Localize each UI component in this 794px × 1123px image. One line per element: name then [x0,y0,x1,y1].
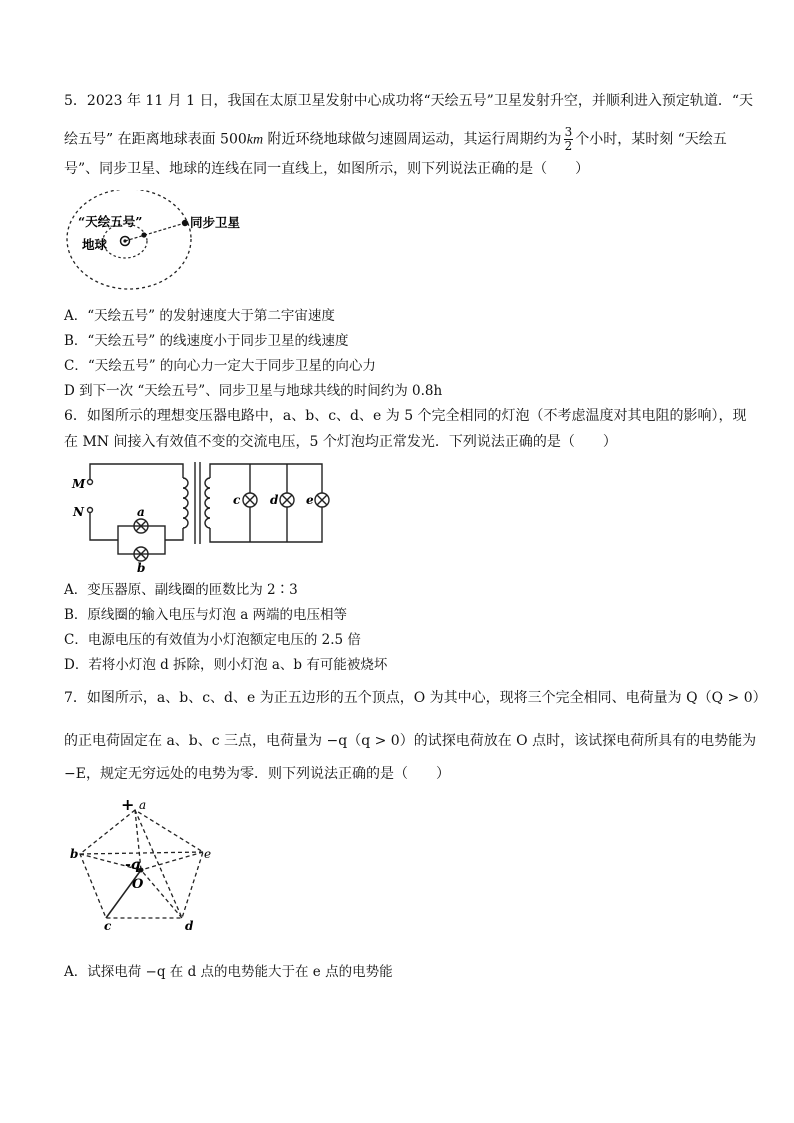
q5-option-b: B．“天绘五号” 的线速度小于同步卫星的线速度 [64,333,349,349]
fig7-plus: + [121,795,135,814]
tianhui-satellite-icon [141,232,146,237]
q5-line2-b: 附近环绕地球做匀速圆周运动，其运行周期约为 [263,131,562,148]
q7-line3: −E，规定无穷远处的电势为零．则下列说法正确的是（ ） [64,766,450,782]
q6-transformer-figure [70,460,350,575]
sync-satellite-icon [182,220,188,226]
fig6-label-M: M [72,477,86,491]
q5-line1: 5．2023 年 11 月 1 日，我国在太原卫星发射中心成功将“天绘五号”卫星发射升空，并顺利进入预定轨道．“天 [64,93,753,109]
q5-line2-c: 个小时，某时刻 “天绘五 [575,131,727,148]
q5-option-a: A．“天绘五号” 的发射速度大于第二宇宙速度 [64,308,335,324]
fig5-sync-label: 同步卫星 [190,215,241,230]
q6-option-b: B．原线圈的输入电压与灯泡 a 两端的电压相等 [64,607,348,623]
q5-unit-km: km [246,132,264,148]
fig7-label-c: c [104,919,112,932]
q5-line3: 号”、同步卫星、地球的连线在同一直线上，如图所示，则下列说法正确的是（ ） [64,161,590,177]
q7-pentagon-figure [70,792,230,932]
fig6-label-c: c [233,493,241,507]
q5-option-d: D 到下一次 “天绘五号”、同步卫星与地球共线的时间约为 0.8h [64,383,443,399]
fig7-label-a: a [139,798,147,812]
fig6-label-e: e [306,493,314,507]
q5-orbit-figure [60,190,260,300]
q6-option-d: D．若将小灯泡 d 拆除，则小灯泡 a、b 有可能被烧坏 [64,657,388,673]
fig7-label-O: O [132,877,144,892]
q6-option-c: C．电源电压的有效值为小灯泡额定电压的 2.5 倍 [64,632,361,648]
fig7-label-e: e [204,847,212,861]
q7-line2: 的正电荷固定在 a、b、c 三点，电荷量为 −q（q > 0）的试探电荷放在 O 点时，该试探电荷所具有的电势能为 [64,733,757,749]
q7-line1: 7．如图所示，a、b、c、d、e 为正五边形的五个顶点，O 为其中心，现将三个完全相同、电荷量为 Q（Q > 0） [64,690,767,706]
q5-line2 [64,126,727,153]
fig7-label-q: -q [125,857,141,873]
q5-frac-num: 3 [564,125,573,139]
fig5-sat-label: “天绘五号” [78,214,143,229]
q6-line2: 在 MN 间接入有效值不变的交流电压，5 个灯泡均正常发光．下列说法正确的是（ ） [64,434,617,450]
q6-option-a: A．变压器原、副线圈的匝数比为 2∶3 [64,582,298,598]
fig6-label-b: b [137,561,146,575]
fig7-label-b: b [70,847,79,861]
fig5-earth-label: 地球 [82,237,108,252]
fig6-label-a: a [137,505,145,519]
q5-option-c: C．“天绘五号” 的向心力一定大于同步卫星的向心力 [64,358,376,374]
fig6-label-N: N [73,505,84,519]
q7-option-a: A．试探电荷 −q 在 d 点的电势能大于在 e 点的电势能 [64,964,393,980]
q5-line2-a: 绘五号” 在距离地球表面 500 [64,131,247,148]
q5-fraction [564,126,574,153]
q5-frac-den: 2 [564,139,573,153]
fig7-label-d: d [185,919,194,932]
fig6-label-d: d [270,493,279,507]
q6-line1: 6．如图所示的理想变压器电路中，a、b、c、d、e 为 5 个完全相同的灯泡（不考虑温度对其电阻的影响），现 [64,408,747,424]
